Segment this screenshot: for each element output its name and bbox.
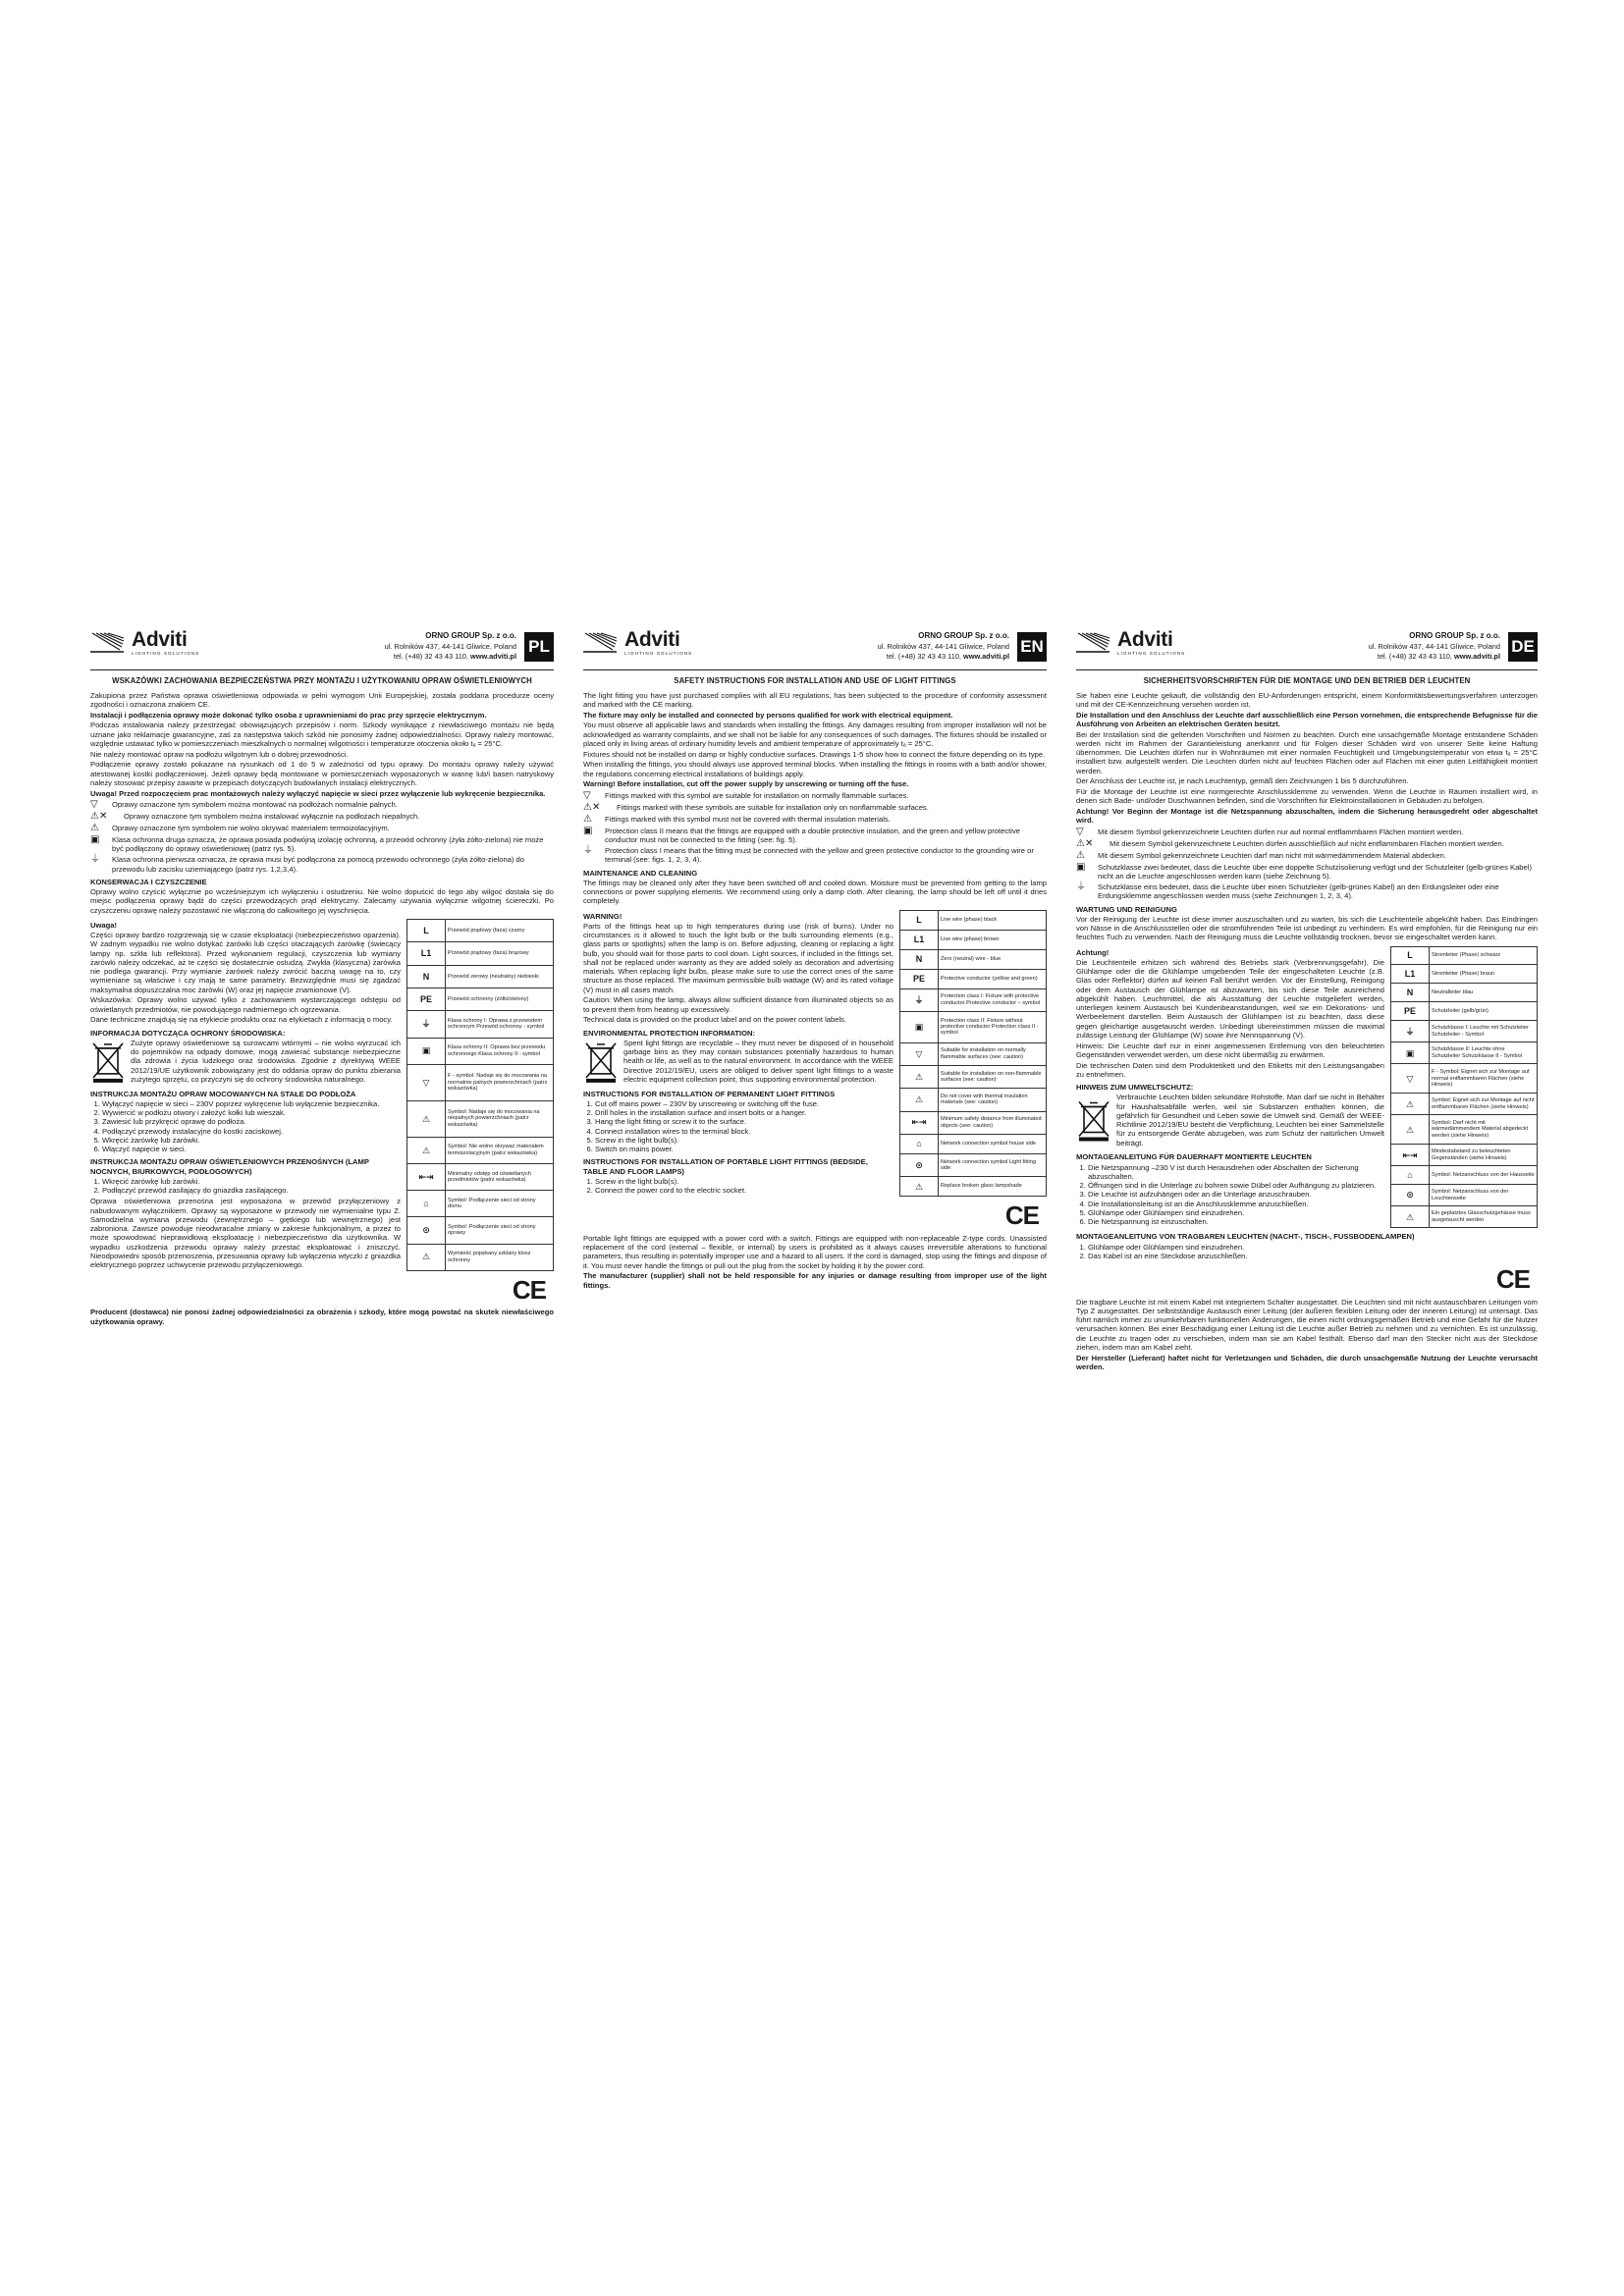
list-item: 6. Die Netzspannung ist einzuschalten.	[1088, 1217, 1384, 1226]
paragraph: When installing the fittings, you should always use approved terminal blocks. When installing the fittings in rooms with a bath and/or shower, the regulations concerning electrical installations of buildings apply.	[583, 760, 1047, 778]
table-row	[1391, 965, 1538, 984]
section-heading: HINWEIS ZUM UMWELTSCHUTZ:	[1076, 1083, 1194, 1092]
list-item: 3. Die Leuchte ist aufzuhängen oder an die Unterlage anzuschrauben.	[1088, 1190, 1384, 1199]
table-row	[1391, 1166, 1538, 1185]
company-info	[878, 630, 1009, 663]
legend-key: ⌂	[407, 1191, 446, 1217]
paragraph: Hinweis: Die Leuchte darf nur in einer angemessenen Entfernung von den beleuchteten Gegenständen verwendet werden, um diese nicht übermäßig zu erwärmen.	[1076, 1041, 1384, 1059]
brand-tagline: LIGHTING SOLUTIONS	[1117, 651, 1186, 656]
symbol-note: Oprawy oznaczone tym symbolem można montować na podłożach normalnie palnych.	[112, 799, 398, 809]
list-item: 3. Hang the light fitting or screw it to the surface.	[595, 1117, 893, 1126]
logo-mark-icon	[90, 630, 126, 654]
section-heading: INSTRUCTIONS FOR INSTALLATION OF PORTABLE LIGHT FITTINGS (BEDSIDE, TABLE AND FLOOR LAMPS)	[583, 1157, 868, 1176]
company-phone: tel. (+48) 32 43 43 110,	[1377, 652, 1452, 662]
section-heading: INSTRUKCJA MONTAŻU OPRAW MOCOWANYCH NA STAŁE DO PODŁOŻA	[90, 1089, 356, 1098]
ce-mark-icon: CE	[1004, 1201, 1039, 1231]
logo	[1076, 630, 1185, 657]
list-item: 4. Die Installationsleitung ist an die Anschlussklemme anzuschließen.	[1088, 1200, 1384, 1208]
legend-key: N	[1391, 984, 1430, 1002]
legend-key: ⇤⇥	[900, 1111, 939, 1134]
section-heading: INSTRUCTIONS FOR INSTALLATION OF PERMANENT LIGHT FITTINGS	[583, 1089, 836, 1098]
legend-desc: Schutzklasse II: Leuchte ohne Schutzleiter Schutzklasse II - Symbol	[1430, 1042, 1538, 1064]
section-heading: ENVIRONMENTAL PROTECTION INFORMATION:	[583, 1028, 756, 1038]
list-item: 1. Die Netzspannung –230 V ist durch Herausdrehen oder Abschalten der Sicherung abzuschalten.	[1088, 1163, 1384, 1182]
legend-desc: Symbol: Podłączenie sieci od strony domu	[446, 1191, 554, 1217]
no-insulation-icon: ⚠	[583, 813, 592, 825]
list-item: 2. Wywiercić w podłożu otwory i założyć kołki lub wieszak.	[102, 1108, 401, 1117]
paragraph: Fixtures should not be installed on damp or highly conductive surfaces. Drawings 1-5 show how to connect the fixture depending on its type.	[583, 749, 1046, 759]
table-row	[407, 1191, 554, 1217]
legend-key: L	[407, 919, 446, 941]
symbol-note: Mit diesem Symbol gekennzeichnete Leuchten darf man nicht mit wärmedämmendem Material abdecken.	[1098, 850, 1446, 860]
column-pl	[90, 624, 554, 1649]
section-heading: WARNING!	[583, 911, 623, 921]
class-2-icon: ▣	[1076, 861, 1086, 873]
legend-desc: Klasa ochrony I: Oprawa z przewodem ochronnym Przewód ochronny - symbol	[446, 1011, 554, 1038]
list-item: 5. Glühlampe oder Glühlampen sind einzudrehen.	[1088, 1208, 1384, 1217]
list-item: 2. Drill holes in the installation surface and insert bolts or a hanger.	[595, 1108, 893, 1117]
legend-key: L	[900, 910, 939, 930]
install-notice: Die Installation und den Anschluss der Leuchte darf ausschließlich eine Person vornehmen, die entsprechende Befugnisse für die Ausführung von Arbeiten an elektrischen Geräten besitzt.	[1076, 710, 1538, 728]
weee-bin-icon	[90, 1039, 126, 1086]
ground-icon: ⏚	[1076, 881, 1086, 892]
list-item: 4. Podłączyć przewody instalacyjne do kostki zaciskowej.	[102, 1127, 401, 1136]
list-item: 1. Wkręcić żarówkę lub żarówki.	[102, 1177, 401, 1186]
legend-key: ⏚	[900, 988, 939, 1011]
intro-text: Zakupiona przez Państwa oprawa oświetleniowa odpowiada w pełni wymogom Unii Europejskiej, została poddana procedurze oceny zgodności i oznaczona znakiem CE.	[90, 690, 554, 709]
table-row	[407, 1100, 554, 1137]
section-heading: INFORMACJA DOTYCZĄCA OCHRONY ŚRODOWISKA:	[90, 1028, 286, 1038]
paragraph: Bei der Installation sind die geltenden Vorschriften und Normen zu beachten. Durch eine unsachgemäße Montage entstandene Schäden werden nicht im Rahmen der Garantieleistung anerkannt und für Folgen dieser Schäden wird von unserer Seite keine Haftung übernommen. Die Leuchten dürfen nur in Wohnräumen mit einer normalen Feuchtigkeit und Umgebungstemperatur von etwa tₐ = 25°C installiert bzw. aufgestellt werden. Die Leuchten dürfen nicht auf feuchten Flächen oder auf Flächen mit einer guten Leitfähigkeit montiert werden.	[1076, 729, 1538, 775]
legend-desc: Do not cover with thermal insulation materials (see: caution)	[939, 1089, 1047, 1111]
legend-desc: Symbol: Netzanschluss von der Hausseite	[1430, 1166, 1538, 1185]
column-de	[1076, 624, 1538, 1649]
brand-tagline: LIGHTING SOLUTIONS	[132, 651, 200, 656]
company-name: ORNO GROUP Sp. z o.o.	[918, 631, 1009, 640]
table-row	[900, 1065, 1047, 1088]
paragraph: Spent light fittings are recyclable – they must never be disposed of in household garbage bins as they may contain substances potentially hazardous to human health or life, as well as to the natural environment. In accordance with the WEEE Directive 2012/19/EU, users are obliged to deliver spent light fittings to a waste electric equipment collection point, thus supporting environmental protection.	[623, 1038, 893, 1084]
symbol-note: Protection class I means that the fitting must be connected with the yellow and green protective conductor to the grounding wire or terminal (see: figs. 1, 2, 3, 4).	[605, 846, 1034, 865]
nonflammable-surface-icon: ⚠✕	[1076, 837, 1094, 849]
table-row	[1391, 1145, 1538, 1166]
ground-icon: ⏚	[583, 845, 593, 856]
list-item: 2. Öffnungen sind in die Unterlage zu bohren sowie Dübel oder Aufhängung zu platzieren.	[1088, 1181, 1384, 1190]
weee-bin-icon	[1076, 1093, 1111, 1148]
section-heading: MONTAGEANLEITUNG FÜR DAUERHAFT MONTIERTE LEUCHTEN	[1076, 1152, 1312, 1162]
legend-key: ▽	[1391, 1064, 1430, 1094]
legend-desc: Przewód prądowy (faza) brązowy	[446, 942, 554, 965]
paragraph: Dane techniczne znajdują się na etykiecie produktu oraz na etykietach z informacją o mocy.	[90, 1015, 393, 1025]
list-item: 5. Wkręcić żarówkę lub żarówki.	[102, 1136, 401, 1145]
paragraph: Portable light fittings are equipped with a power cord with a switch. Fittings are equipped with non-replaceable Z-type cords. Unassisted replacement of the cord (external – flexible, or internal) by users is prohibited as it always causes irreversible alterations to functional parameters, thus resulting in potentially improper use and a hazard to all users. If the cord is damaged, stop using the fittings and dispose of it. You must never handle the fittings or pull out the plug from the socket by holding it by the power cord.	[583, 1233, 1047, 1270]
legend-desc: Symbol: Nadaje się do mocowania na niepalnych powierzchniach (patrz wskazówka)	[446, 1100, 554, 1137]
table-row	[900, 1042, 1047, 1065]
table-row	[900, 949, 1047, 969]
install-notice: The fixture may only be installed and connected by persons qualified for work with electrical equipment.	[583, 710, 953, 720]
paragraph: Die tragbare Leuchte ist mit einem Kabel mit integriertem Schalter ausgestattet. Die Leuchten sind mit nicht austauschbaren Leitungen vom Typ Z ausgestattet. Der selbstständige Austausch einer Leitung (der äußeren flexiblen Leitung oder der inneren Leitung) ist untersagt. Das führt nämlich immer zu unumkehrbaren funktionellen Änderungen, die einen nicht ordnungsgemäßen Betrieb und eine Gefahr für die Nutzer verursachen können. Bei einer Beschädigung einer Leitung ist die Leuchte außer Betrieb zu nehmen und zu vernichten. Es ist unzulässig, die Leuchte zu tragen oder zu verschieben, indem man sie am Kabel festhält. Ebenso darf man den Stecker nicht aus der Steckdose ziehen, indem man am Kabel zieht.	[1076, 1297, 1538, 1352]
legend-desc: Schutzleiter (gelb/grün)	[1430, 1002, 1538, 1021]
legend-desc: Network connection symbol Light fitting side	[939, 1153, 1047, 1176]
legend-key: ⏚	[1391, 1021, 1430, 1042]
legend-key: L1	[407, 942, 446, 965]
table-row	[407, 1011, 554, 1038]
legend-desc: Minimum safety distance from illuminated objects (see: caution)	[939, 1111, 1047, 1134]
table-row	[900, 1011, 1047, 1042]
symbol-note: Klasa ochronna druga oznacza, że oprawa posiada podwójną izolację ochronną, a przewód ochronny (żyła żółto-zielona) nie może być podłączony do oprawy oświetleniowej (patrz rys. 5).	[112, 834, 544, 853]
language-badge: EN	[1017, 632, 1047, 662]
company-web: www.adviti.pl	[470, 652, 516, 662]
section-heading: INSTRUKCJA MONTAŻU OPRAW OŚWIETLENIOWYCH PRZENOŚNYCH (LAMP NOCNYCH, BIURKOWYCH, PODŁOGOWYCH)	[90, 1157, 369, 1176]
section-heading: Uwaga!	[90, 920, 118, 930]
legend-key: ⏚	[407, 1011, 446, 1038]
legend-key: ⚠	[407, 1137, 446, 1163]
weee-bin-icon	[583, 1039, 619, 1086]
paragraph: Podłączenie oprawy zostało pokazane na rysunkach od 1 do 5 w zależności od typu oprawy. Do montażu oprawy należy używać atestowanej kostki podłączeniowej. Jeżeli oprawy będą montowane w pomieszczeniach wyposażonych w wannę lub/i basen natryskowy należy stosować przepisy zawarte w przepisach dotyczących budowlanych instalacji elektrycznych.	[90, 760, 554, 787]
symbol-note: Mit diesem Symbol gekennzeichnete Leuchten dürfen ausschließlich auf nicht entflammbaren Flächen montiert werden.	[1110, 838, 1504, 848]
legend-key: PE	[900, 969, 939, 988]
intro-text: Sie haben eine Leuchte gekauft, die vollständig den EU-Anforderungen entspricht, einem Konformitätsbewertungsverfahren unterzogen und mit der CE-Kennzeichnung versehen worden ist.	[1076, 690, 1538, 709]
legend-desc: Live wire (phase) brown	[939, 930, 1047, 949]
section-heading: Achtung!	[1076, 947, 1110, 957]
legend-key: ⌂	[900, 1134, 939, 1153]
legend-desc: Protection class I: Fixture with protective conductor Protective conductor – symbol	[939, 988, 1047, 1011]
table-row	[900, 988, 1047, 1011]
legend-desc: Symbol: Eignet sich zur Montage auf nicht entflammbaren Flächen (siehe Hinweis)	[1430, 1094, 1538, 1115]
nonflammable-surface-icon: ⚠✕	[583, 801, 601, 813]
brand-name: Adviti	[624, 628, 680, 651]
legend-key: ▣	[900, 1011, 939, 1042]
paragraph: Der Anschluss der Leuchte ist, je nach Leuchtentyp, gemäß den Zeichnungen 1 bis 5 durchzuführen.	[1076, 776, 1409, 786]
legend-key: PE	[407, 988, 446, 1010]
table-row	[1391, 1115, 1538, 1145]
warning-text: Warning! Before installation, cut off the power supply by unscrewing or turning off the fuse.	[583, 779, 909, 789]
flammable-surface-icon: ▽	[1076, 826, 1084, 837]
company-name: ORNO GROUP Sp. z o.o.	[1409, 631, 1500, 640]
legend-key: ▽	[900, 1042, 939, 1065]
paragraph: Części oprawy bardzo rozgrzewają się w czasie eksploatacji (niebezpieczeństwo oparzenia). W żadnym wypadku nie wolno dotykać żarówki lub części otaczających żarówkę (świecący lampy np. szkła lub reflektora). Przed wykonaniem regulacji, czyszczenia lub wymiany żarówki należy odczekać, aż te części się dostatecznie ostudzą. Zwykła (klasyczna) żarówka nie podlega gwarancji. Przy wymianie żarówek należy zwrócić baczną uwagę na to, czy wymieniane są właściwe i czy mają te same parametry. Bezwzględnie musi się zgadzać maksymalna dopuszczalna moc żarówki (W) oraz jej napięcie znamionowe (V).	[90, 931, 401, 994]
section-heading: MAINTENANCE AND CLEANING	[583, 868, 698, 878]
table-row	[900, 969, 1047, 988]
paragraph: Vor der Reinigung der Leuchte ist diese immer auszuschalten und zu warten, bis sich die Leuchtenteile abgekühlt haben. Das Eindringen von Nässe in die Anschlussstellen oder die stromführenden Teile ist unbedingt zu verhindern. Es wird empfohlen, für die Reinigung nur ein feuchtes Tuch zu verwenden. Nach der Reinigung muss die Leuchte vollständig trocknen, bevor sie eingeschaltet werden kann.	[1076, 914, 1538, 942]
table-row	[407, 988, 554, 1010]
list-item: 5. Screw in the light bulb(s).	[595, 1136, 893, 1145]
paragraph: Die Leuchtenteile erhitzen sich während des Betriebs stark (Verbrennungsgefahr). Die Glühlampe oder die die Glühlampe umgebenden Teile der eingeschalteten Leuchte (z.B. Glas oder Reflektor) dürfen auf keinen Fall berührt werden. Vor der Einstellung, Reinigung oder dem Austausch der Glühlampe ist abzuwarten, bis sich diese Teile ausreichend abgekühlt haben. Leuchtmittel, die als Ausstattung der Leuchte mitgeliefert werden, unterliegen keinem Austausch bei Kundenbeanstandungen, weil sie ein Dekorations- und Werbeelement darstellen. Beim Austausch der Glühlampen ist zu beachten, dass diese gegen gleichartige ausgetauscht werden. Unbedingt übereinstimmen müssen die maximal zulässige Leistung der Glühlampe (W) sowie ihre Nennspannung (V).	[1076, 957, 1384, 1040]
company-address: ul. Rolników 437, 44-141 Gliwice, Poland	[384, 641, 516, 651]
symbol-note: Schutzklasse eins bedeutet, dass die Leuchte über einen Schutzleiter (gelb-grünes Kabel) an den Erdungsleiter oder eine Erdungsklemme angeschlossen werden muss (siehe Zeichnungen 1, 2, 3, 4).	[1098, 882, 1499, 901]
legend-desc: Suitable for installation on normally flammable surfaces (see: caution)	[939, 1042, 1047, 1065]
legend-desc: Suitable for installation on non-flammable surfaces (see: caution)	[939, 1065, 1047, 1088]
table-row	[407, 1064, 554, 1100]
table-row	[407, 919, 554, 941]
section-title: WSKAZÓWKI ZACHOWANIA BEZPIECZEŃSTWA PRZY MONTAŻU I UŻYTKOWANIU OPRAW OŚWIETLENIOWYCH	[112, 676, 532, 685]
brand-name: Adviti	[1117, 628, 1173, 651]
flammable-surface-icon: ▽	[583, 789, 591, 801]
header	[583, 624, 1047, 670]
legend-desc: Minimalny odstęp od oświetlanych przedmiotów (patrz wskazówka)	[446, 1163, 554, 1190]
column-en	[583, 624, 1047, 1649]
table-row	[407, 942, 554, 965]
ground-icon: ⏚	[90, 854, 100, 866]
disclaimer: Producent (dostawca) nie ponosi żadnej odpowiedzialności za obrażenia i szkody, które mogą powstać na skutek niewłaściwego użytkowania oprawy.	[90, 1308, 554, 1326]
symbol-note: Klasa ochronna pierwsza oznacza, że oprawa musi być podłączona za pomocą przewodu ochronnego (żyła żółto-zielona) do przewodu lub zacisku uziemiającego (patrz rys. 1,2,3,4).	[112, 855, 524, 874]
logo	[90, 630, 199, 657]
section-heading: MONTAGEANLEITUNG VON TRAGBAREN LEUCHTEN (NACHT-, TISCH-, FUSSBODENLAMPEN)	[1076, 1232, 1415, 1242]
paragraph: Nie należy montować opraw na podłożu wilgotnym lub o dobrej przewodności.	[90, 749, 349, 759]
table-row	[1391, 1094, 1538, 1115]
list-item: 2. Podłączyć przewód zasilający do gniazdka zasilającego.	[102, 1186, 401, 1195]
header	[1076, 624, 1538, 670]
legend-desc: Symbol: Podłączenie sieci od strony oprawy	[446, 1217, 554, 1244]
section-heading: WARTUNG UND REINIGUNG	[1076, 904, 1177, 914]
list-item: 1. Cut off mains power – 230V by unscrewing or switching off the fuse.	[595, 1099, 893, 1108]
table-row	[900, 930, 1047, 949]
logo-mark-icon	[583, 630, 619, 654]
disclaimer: The manufacturer (supplier) shall not be held responsible for any injuries or damage resulting from improper use of the light fittings.	[583, 1271, 1047, 1290]
paragraph: Zużyte oprawy oświetleniowe są surowcami wtórnymi – nie wolno wyrzucać ich do pojemników na odpady domowe, mogą zawierać substancje niebezpieczne dla zdrowia i życia ludzkiego oraz środowiska. Zgodnie z dyrektywą WEEE 2012/19/UE użytkownik zobowiązany jest do oddania opraw do punktu zbierania zużytego sprzętu, co przyczyni się do ochrony środowiska naturalnego.	[131, 1038, 401, 1084]
table-row	[1391, 1185, 1538, 1206]
brand-tagline: LIGHTING SOLUTIONS	[624, 651, 693, 656]
section-title: SAFETY INSTRUCTIONS FOR INSTALLATION AND USE OF LIGHT FITTINGS	[674, 676, 956, 685]
company-info	[385, 630, 516, 663]
table-row	[407, 1244, 554, 1270]
table-row	[1391, 946, 1538, 965]
legend-key: ⚠	[1391, 1206, 1430, 1228]
list-item: 3. Zawiesić lub przykręcić oprawę do podłoża.	[102, 1117, 401, 1126]
legend-desc: Stromleiter (Phase) schwarz	[1430, 946, 1538, 965]
company-address: ul. Rolników 437, 44-141 Gliwice, Poland	[1368, 641, 1500, 651]
legend-table	[899, 910, 1047, 1198]
company-phone: tel. (+48) 32 43 43 110,	[886, 652, 961, 662]
legend-key: N	[407, 965, 446, 988]
legend-key: L1	[900, 930, 939, 949]
brand-name: Adviti	[132, 628, 188, 651]
paragraph: Technical data is provided on the product label and on the power content labels.	[583, 1015, 847, 1025]
company-address: ul. Rolników 437, 44-141 Gliwice, Poland	[877, 641, 1009, 651]
legend-desc: Wymienić popękany szklany klosz ochronny	[446, 1244, 554, 1270]
logo-mark-icon	[1076, 630, 1111, 654]
no-insulation-icon: ⚠	[1076, 849, 1085, 861]
language-badge: PL	[524, 632, 554, 662]
list-item: 6. Włączyć napięcie w sieci.	[102, 1145, 401, 1153]
legend-key: ⌂	[1391, 1166, 1430, 1185]
paragraph: Für die Montage der Leuchte ist eine normgerechte Anschlussklemme zu verwenden. Wenn die Leuchte in Räumen installiert wird, in denen sich Bade- und/oder Duschwannen befinden, sind die Vorschriften für Elektroinstallationen in Gebäuden zu befolgen.	[1076, 787, 1538, 806]
legend-desc: F - Symbol: Eignet sich zur Montage auf normal entflammbaren Flächen (siehe Hinweis)	[1430, 1064, 1538, 1094]
legend-desc: Klasa ochrony II: Oprawa bez przewodu ochronnego Klasa ochrony II - symbol	[446, 1038, 554, 1064]
intro-text: The light fitting you have just purchased complies with all EU regulations, has been subjected to the procedure of conformity assessment and marked with the CE marking.	[583, 690, 1047, 709]
warning-text: Achtung! Vor Beginn der Montage ist die Netzspannung abzuschalten, indem die Sicherung herausgedreht oder abgeschaltet wird.	[1076, 807, 1538, 826]
symbol-note: Fittings marked with this symbol must not be covered with thermal insulation materials.	[605, 814, 891, 824]
legend-key: ⚠	[1391, 1094, 1430, 1115]
paragraph: Podczas instalowania należy przestrzegać obowiązujących przepisów i norm. Szkody wynikające z niewłaściwego montażu nie będą uznane jako reklamacje gwarancyjne, zaś za następstwa takich szkód nie ponosimy żadnej odpowiedzialności. Oprawy należy montować, względnie ustawiać tylko w pomieszczeniach mieszkalnych o normalnej wilgotności i temperaturze otoczenia około tₐ = 25°C.	[90, 721, 554, 748]
header	[90, 624, 554, 670]
class-2-icon: ▣	[583, 825, 593, 836]
list-item: 1. Wyłączyć napięcie w sieci – 230V poprzez wykręcenie lub wyłączenie bezpiecznika.	[102, 1099, 401, 1108]
table-row	[900, 1177, 1047, 1197]
class-2-icon: ▣	[90, 833, 100, 845]
legend-desc: Symbol: Netzanschluss von der Leuchtenseite	[1430, 1185, 1538, 1206]
table-row	[1391, 1021, 1538, 1042]
paragraph: You must observe all applicable laws and standards when installing the fittings. Any damages resulting from improper installation will not be acknowledged as warranty complaints, and we shall not be liable for any consequences of such damages. The fixtures should be installed or placed only in living areas of ordinary humidity levels and ambient temperature of approximately tₐ = 25°C.	[583, 721, 1047, 748]
company-web: www.adviti.pl	[1454, 652, 1500, 662]
language-badge: DE	[1508, 632, 1538, 662]
section-heading: KONSERWACJA I CZYSZCZENIE	[90, 877, 207, 886]
table-row	[1391, 984, 1538, 1002]
legend-desc: Mindestabstand zu beleuchteten Gegenständen (siehe Hinweis)	[1430, 1145, 1538, 1166]
table-row	[900, 1134, 1047, 1153]
list-item: 6. Switch on mains power.	[595, 1145, 893, 1153]
paragraph: Parts of the fittings heat up to high temperatures during use (risk of burns). Under no circumstances is it allowed to touch the light bulb or the bulb surrounding elements (e.g., glass parts or spotlights) when the lamp is on. Before adjusting, cleaning or replacing a light bulb, you should wait for those parts to cool down. Light sources, if included in the fittings set, shall not be replaced under warranty as they are added solely as decoration and advertising materials. When replacing light bulbs, please make sure to use the correct ones of the same structure as those replaced. The maximum permissible bulb wattage (W) and its rated voltage (V) must in all cases match.	[583, 921, 893, 994]
symbol-note: Protection class II means that the fittings are equipped with a double protective insulation, and the green and yellow protective conductor must not be connected to the fitting (see: fig. 5).	[605, 826, 1020, 844]
legend-key: ▣	[1391, 1042, 1430, 1064]
legend-desc: Protection class II: Fixture without protective conductor Protection class II - symbol	[939, 1011, 1047, 1042]
paragraph: Caution: When using the lamp, always allow sufficient distance from illuminated objects so as to prevent them from heating up excessively.	[583, 995, 893, 1014]
legend-key: L1	[1391, 965, 1430, 984]
list-item: 1. Screw in the light bulb(s).	[595, 1177, 893, 1186]
legend-desc: Przewód zerowy (neutralny) niebieski	[446, 965, 554, 988]
table-row	[407, 965, 554, 988]
table-row	[900, 910, 1047, 930]
table-row	[407, 1137, 554, 1163]
list-item: 2. Connect the power cord to the electric socket.	[595, 1186, 893, 1195]
legend-table	[406, 919, 554, 1271]
list-item: 1. Glühlampe oder Glühlampen sind einzudrehen.	[1088, 1243, 1538, 1252]
paragraph: The fittings may be cleaned only after they have been switched off and cooled down. Moisture must be prevented from getting to the lamp connections or power supplying elements. We recommend using only a damp cloth. After cleaning, the lamp should be left off until it dries completely.	[583, 878, 1047, 906]
table-row	[1391, 1002, 1538, 1021]
legend-desc: Replace broken glass lampshade	[939, 1177, 1047, 1197]
legend-key: ⚠	[900, 1065, 939, 1088]
paragraph: Oprawa oświetleniowa przenośna jest wyposażona w przewód przyłączeniowy z nabudowanym wyłącznikiem. Oprawy są wyposażone w przewody nie wymienialne typu Z. Samodzielna wymiana przewodu (zewnętrznego – giętkiego lub wewnętrznego) jest zabroniona. Zawsze powoduje nieodwracalne zmiany w zakresie funkcjonalnym, a przez to może spowodować nieprawidłową eksploatację i niebezpieczeństwo dla użytkownika. W wypadku uszkodzenia przewodu oprawy należy przestać eksploatować i zniszczyć. Nieodpowiedni sposób przenoszenia, przesuwania oprawy lub wyłączenia wtyczki z gniazdka elektrycznego poprzez uchwycenie przewodu przyłączeniowego.	[90, 1197, 401, 1269]
legend-desc: Symbol: Darf nicht mit wärmedämmendem Material abgedeckt werden (siehe Hinweis)	[1430, 1115, 1538, 1145]
legend-key: ⇤⇥	[1391, 1145, 1430, 1166]
symbol-note: Fittings marked with these symbols are suitable for installation only on nonflammable surfaces.	[617, 802, 929, 812]
symbol-note: Oprawy oznaczone tym symbolem nie wolno okrywać materiałem termoizolacyjnym.	[112, 823, 390, 832]
warning-text: Uwaga! Przed rozpoczęciem prac montażowych należy wyłączyć napięcie w sieci przez wyłączenie lub wykręcenie bezpiecznika.	[90, 788, 546, 798]
paragraph: Verbrauchte Leuchten bilden sekundäre Rohstoffe. Man darf sie nicht in Behälter für Haushaltsabfälle werfen, weil sie Substanzen enthalten können, die gefährlich für Gesundheit und Leben sowie die Umwelt sind. Gemäß der WEEE-Richtlinie 2012/19/EU besteht die Verpflichtung, Leuchten bei einer Sammelstelle für zu entsorgende Geräte abzugeben, was zum Schutz der natürlichen Umwelt beiträgt.	[1116, 1093, 1384, 1148]
table-row	[1391, 1064, 1538, 1094]
list-item: 2. Das Kabel ist an eine Steckdose anzuschließen.	[1088, 1252, 1538, 1260]
install-notice: Instalacji i podłączenia oprawy może dokonać tylko osoba z uprawnieniami do prac przy sprzęcie elektrycznym.	[90, 710, 487, 720]
legend-desc: Zero (neutral) wire - blue	[939, 949, 1047, 969]
legend-key: ⊙	[407, 1217, 446, 1244]
table-row	[407, 1217, 554, 1244]
logo	[583, 630, 692, 657]
symbol-note: Oprawy oznaczone tym symbolem można instalować wyłącznie na podłożach niepalnych.	[124, 811, 420, 821]
list-item: 4. Connect installation wires to the terminal block.	[595, 1127, 893, 1136]
company-web: www.adviti.pl	[963, 652, 1009, 662]
legend-desc: Protective conductor (yellow and green)	[939, 969, 1047, 988]
legend-key: ⚠	[1391, 1115, 1430, 1145]
legend-key: ▣	[407, 1038, 446, 1064]
ce-mark-icon: CE	[1495, 1264, 1530, 1294]
ce-mark-icon: CE	[512, 1274, 546, 1305]
symbol-note: Fittings marked with this symbol are suitable for installation on normally flammable surfaces.	[605, 790, 909, 800]
legend-desc: F - symbol: Nadaje się do mocowania na normalnie palnych powierzchniach (patrz wskazówka)	[446, 1064, 554, 1100]
legend-desc: Symbol: Nie wolno okrywać materiałem termoizolacyjnym (patrz wskazówka)	[446, 1137, 554, 1163]
no-insulation-icon: ⚠	[90, 822, 99, 833]
paragraph: Wskazówka: Oprawy wolno używać tylko z zachowaniem wystarczającego odstępu od oświetlanych przedmiotów, nie powodującego nadmiernego ich ogrzewania.	[90, 995, 401, 1014]
legend-key: ⚠	[407, 1100, 446, 1137]
legend-key: ⚠	[407, 1244, 446, 1270]
legend-desc: Stromleiter (Phase) braun	[1430, 965, 1538, 984]
legend-table	[1390, 946, 1538, 1229]
legend-desc: Network connection symbol house side	[939, 1134, 1047, 1153]
legend-desc: Przewód ochronny (żółto/zielony)	[446, 988, 554, 1010]
paragraph: Die technischen Daten sind dem Produktetikett und den Etiketts mit den Leistungsangaben zu entnehmen.	[1076, 1060, 1384, 1079]
symbol-note: Mit diesem Symbol gekennzeichnete Leuchten dürfen nur auf normal entflammbaren Flächen montiert werden.	[1098, 827, 1464, 836]
disclaimer: Der Hersteller (Lieferant) haftet nicht für Verletzungen und Schäden, die durch unsachgemäße Nutzung der Leuchte verursacht werden.	[1076, 1353, 1538, 1371]
flammable-surface-icon: ▽	[90, 798, 98, 810]
legend-desc: Przewód prądowy (faza) czarny	[446, 919, 554, 941]
symbol-note: Schutzklasse zwei bedeutet, dass die Leuchte über eine doppelte Schutzisolierung verfügt und der Schutzleiter (gelb-grünes Kabel) nicht an die Leuchte angeschlossen werden kann (siehe Zeichnung 5).	[1098, 862, 1532, 881]
table-row	[407, 1163, 554, 1190]
company-phone: tel. (+48) 32 43 43 110,	[393, 652, 468, 662]
table-row	[900, 1089, 1047, 1111]
company-name: ORNO GROUP Sp. z o.o.	[425, 631, 516, 640]
legend-key: ⚠	[900, 1089, 939, 1111]
legend-desc: Live wire (phase) black	[939, 910, 1047, 930]
legend-key: N	[900, 949, 939, 969]
legend-desc: Ein geplatztes Glasschutzgehäuse muss ausgetauscht werden	[1430, 1206, 1538, 1228]
legend-key: PE	[1391, 1002, 1430, 1021]
table-row	[407, 1038, 554, 1064]
company-info	[1369, 630, 1500, 663]
legend-key: ▽	[407, 1064, 446, 1100]
paragraph: Oprawy wolno czyścić wyłącznie po wcześniejszym ich wyłączeniu i ostudzeniu. Nie wolno dopuścić do tego aby wilgoć dostała się do miejsc podłączenia oprawy bądź do części przewodzących prąd elektryczny. Zalecamy używania wyłącznie wilgotnej ściereczki. Po czyszczeniu oprawę należy pozostawić nie włączoną do całkowitego jej wyschnięcia.	[90, 887, 554, 915]
legend-key: ⇤⇥	[407, 1163, 446, 1190]
table-row	[900, 1153, 1047, 1176]
legend-key: ⚠	[900, 1177, 939, 1197]
legend-key: ⊙	[1391, 1185, 1430, 1206]
nonflammable-surface-icon: ⚠✕	[90, 810, 108, 822]
legend-desc: Schutzklasse I: Leuchte mit Schutzleiter Schutzleiter - Symbol	[1430, 1021, 1538, 1042]
legend-key: L	[1391, 946, 1430, 965]
table-row	[1391, 1206, 1538, 1228]
legend-key: ⊙	[900, 1153, 939, 1176]
table-row	[1391, 1042, 1538, 1064]
table-row	[900, 1111, 1047, 1134]
section-title: SICHERHEITSVORSCHRIFTEN FÜR DIE MONTAGE UND DEN BETRIEB DER LEUCHTEN	[1143, 676, 1471, 685]
legend-desc: Neutralleiter blau	[1430, 984, 1538, 1002]
